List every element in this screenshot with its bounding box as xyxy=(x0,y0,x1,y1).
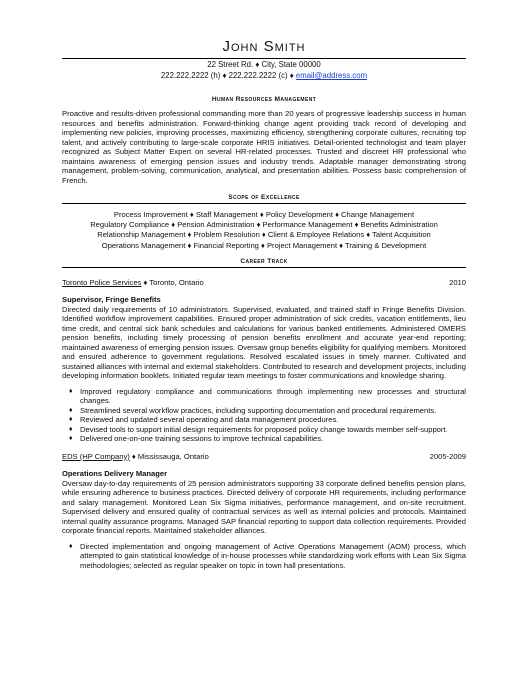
achievement-text: Reviewed and updated several operating and data management procedures. xyxy=(80,415,339,425)
achievement-text: Streamlined several workflow practices, including supporting documentation and procedural requirements. xyxy=(80,405,437,415)
diamond-bullet-icon: ♦ xyxy=(69,542,73,550)
list-item xyxy=(69,386,466,406)
job-description: Oversaw day-to-day requirements of 25 pension administrators supporting 33 corporate defined benefits pension plans, while ensuring adherence to business practices. Directed delivery of corporate HR requirements, including performance and salary management. Monitored Lean Six Sigma initiatives, performance management, and on-site recruitment. Supervised delivery and ensured quality of contractual services as well as internal policies and protocols. Maintained internal quality assurance programs. Managed SAP financial reporting to support data collection requirements. Provided corporate financial reports. Maintained stakeholder alliances. xyxy=(62,478,466,536)
contact-phones: 222.222.2222 (h) ♦ 222.222.2222 (c) ♦ xyxy=(160,71,296,80)
company-location: ♦ Toronto, Ontario xyxy=(141,277,204,287)
job-dates: 2005-2009 xyxy=(429,451,466,461)
list-item xyxy=(69,434,466,444)
job-employer xyxy=(62,452,209,462)
contact-line xyxy=(62,71,466,81)
company-name: Toronto Police Services xyxy=(62,277,142,287)
job-description: Directed daily requirements of 10 administrators. Supervised, evaluated, and trained staff in Fringe Benefits Division. Identified workflow improvement capabilities. Ensured proper administration of sick credits, vacation entitlements, lieu time credit, and central sick bank schedules and calculations for various banked entitlements. Administered OMERS pension benefits, including timely processing of pension benefits enrollment and accurate year-end reporting; maintained awareness of emerging pension issues. Oversaw group benefits eligibility for qualifying members. Monitored and ensured adherence to government regulations. Resolved escalated issues in timely manner. Cultivated and sustained alliances with internal and external stakeholders. Contributed to research and development projects, including developing information booklets. Initiated regular team meetings to foster communications and knowledge sharing. xyxy=(62,304,466,381)
candidate-name: John Smith xyxy=(222,38,306,55)
skills-line: Relationship Management ♦ Problem Resolution ♦ Client & Employee Relations ♦ Talent Acquisition xyxy=(97,230,431,240)
diamond-bullet-icon: ♦ xyxy=(69,425,73,433)
company-name: EDS (HP Company) xyxy=(62,451,130,461)
skills-block xyxy=(62,210,466,251)
diamond-bullet-icon: ♦ xyxy=(69,416,73,424)
contact-address: 22 Street Rd. ♦ City, State 00000 xyxy=(207,60,321,69)
excellence-divider xyxy=(62,203,466,204)
resume-page xyxy=(62,0,466,679)
career-title: Career Track xyxy=(240,257,288,265)
achievement-text: Devised tools to support initial design requirements for proposed policy change towards member self-support. xyxy=(80,424,448,434)
email-link[interactable]: email@address.com xyxy=(295,71,368,80)
excellence-title: Scope of Excellence xyxy=(228,194,300,201)
job-header xyxy=(62,452,466,462)
job-dates: 2010 xyxy=(449,277,466,287)
header-divider xyxy=(62,58,466,59)
diamond-bullet-icon: ♦ xyxy=(69,387,73,395)
achievement-text: Delivered one-on-one training sessions to improve technical capabilities. xyxy=(80,434,324,444)
summary-title: Human Resources Management xyxy=(211,96,317,103)
achievement-list xyxy=(62,542,466,571)
achievement-text: Improved regulatory compliance and communications through implementing new processes and structural changes. xyxy=(80,386,466,406)
summary-text: Proactive and results-driven professional commanding more than 20 years of progressive leadership success in human resources and benefits administration. Forward-thinking change agent providing track record of developing and implementing new policies, improving processes, maximizing efficiency, strengthening corporate cultures, recruiting top talent, and actively contributing to large-scale corporate HRIS initiatives. Detail-oriented technologist and team player recognized as Subject Matter Expert on several HR-related processes. Trusted and discreet HR professional who maintains awareness of emerging pension issues and industry trends. Adaptable manager demonstrating strong management, problem-solving, communication, analytical, and presentation abilities. Possess basic comprehension of French. xyxy=(62,109,466,185)
career-divider xyxy=(62,267,466,268)
job-header xyxy=(62,278,466,288)
diamond-bullet-icon: ♦ xyxy=(69,406,73,414)
list-item xyxy=(69,541,466,571)
list-item xyxy=(69,405,466,416)
skills-line: Process Improvement ♦ Staff Management ♦ Policy Development ♦ Change Management xyxy=(113,210,415,219)
company-location: ♦ Mississauga, Ontario xyxy=(129,451,209,461)
job-role: Supervisor, Fringe Benefits xyxy=(62,295,161,305)
diamond-bullet-icon: ♦ xyxy=(69,435,73,443)
list-item xyxy=(69,415,466,425)
job-employer xyxy=(62,278,204,288)
list-item xyxy=(69,424,466,435)
job-role: Operations Delivery Manager xyxy=(62,469,168,479)
achievement-text: Directed implementation and ongoing management of Active Operations Management (AOM) process, which attempted to gain statistical knowledge of in-house processes while standardizing work efforts with Lean Six Sigma methodologies; selected as regular speaker on topic in town hall presentations. xyxy=(80,541,466,570)
skills-line: Regulatory Compliance ♦ Pension Administration ♦ Performance Management ♦ Benefits Administration xyxy=(90,220,438,230)
skills-line: Operations Management ♦ Financial Reporting ♦ Project Management ♦ Training & Development xyxy=(101,240,427,250)
achievement-list xyxy=(62,387,466,444)
